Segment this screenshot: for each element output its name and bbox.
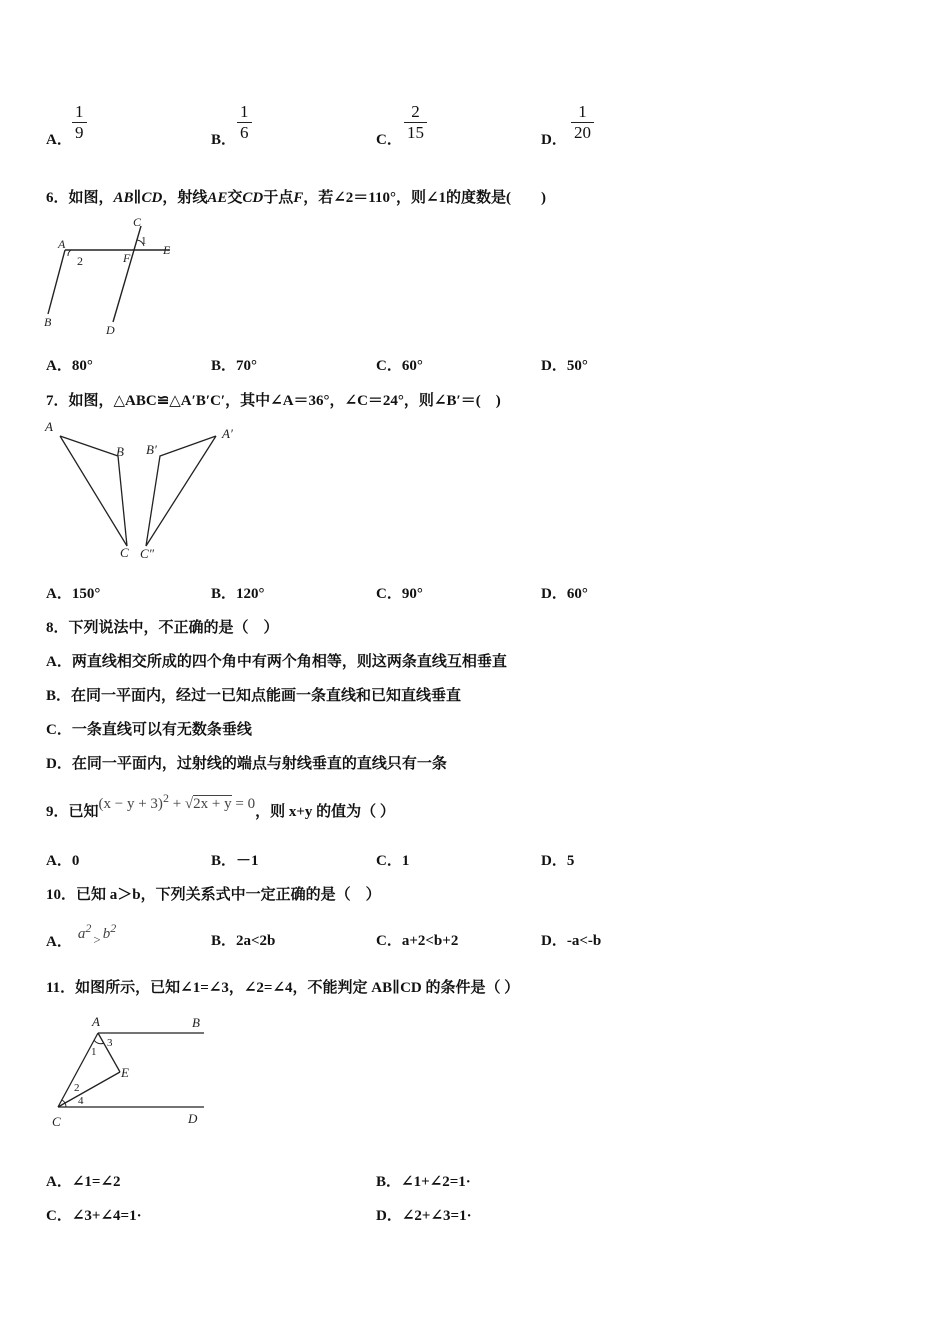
q11-figure xyxy=(44,1008,214,1133)
denominator: 6 xyxy=(240,123,249,142)
label-d: D xyxy=(188,1111,198,1126)
label-b: B xyxy=(116,444,124,459)
label-a: A xyxy=(92,1014,100,1029)
line-cd xyxy=(113,226,141,322)
formula-part: = 0 xyxy=(231,796,256,812)
denominator: 9 xyxy=(75,123,84,142)
formula-a-exponent: 2 xyxy=(85,921,92,935)
q10-option-d: D．-a<-b xyxy=(541,933,602,949)
formula-part: (x − y + 3) xyxy=(98,796,163,812)
q9-option-c: C．1 xyxy=(376,853,410,869)
label-e: E xyxy=(121,1065,129,1080)
q5-option-b-fraction xyxy=(237,102,252,143)
formula-part: + xyxy=(168,796,185,812)
q8-option-d: D．在同一平面内，过射线的端点与射线垂直的直线只有一条 xyxy=(46,756,447,772)
q11-option-b: B．∠1+∠2=1· xyxy=(376,1174,471,1190)
q9-formula xyxy=(98,791,256,812)
q6-option-c: C．60° xyxy=(376,358,423,374)
numerator: 2 xyxy=(411,102,420,121)
q6-stem-part: 交 xyxy=(227,190,243,206)
line-ab xyxy=(48,250,65,314)
q9-option-d: D．5 xyxy=(541,853,575,869)
q7-option-b: B．120° xyxy=(211,586,265,602)
q6-stem-part: AE xyxy=(207,190,228,206)
label-b-prime: B′ xyxy=(146,442,157,457)
label-c: C xyxy=(133,215,142,229)
formula-radicand: 2x + y xyxy=(193,796,232,812)
q6-stem-part: ，射线 xyxy=(162,190,208,206)
label-e: E xyxy=(163,243,171,257)
q7-figure xyxy=(40,414,250,564)
q7-option-a: A．150° xyxy=(46,586,101,602)
q5-option-c-fraction xyxy=(404,102,427,143)
q7-option-c: C．90° xyxy=(376,586,423,602)
label-a: A xyxy=(58,237,66,251)
q10-option-c: C．a+2<b+2 xyxy=(376,933,459,949)
q9-stem xyxy=(46,791,395,821)
formula-b: b xyxy=(102,926,111,942)
numerator: 1 xyxy=(578,102,587,121)
label-c: C xyxy=(120,545,129,560)
label-b: B xyxy=(44,315,52,329)
q11-option-c: C．∠3+∠4=1· xyxy=(46,1208,142,1224)
q5-option-d-letter: D． xyxy=(541,132,567,148)
q6-stem-part: 于点 xyxy=(263,190,294,206)
q5-option-c-letter: C． xyxy=(376,132,402,148)
q6-stem-part: F xyxy=(293,190,304,206)
q9-stem-suffix: ，则 x+y 的值为（ ） xyxy=(255,804,395,820)
q10-option-a xyxy=(46,921,117,951)
denominator: 20 xyxy=(574,123,591,142)
q8-option-a: A．两直线相交所成的四个角中有两个角相等，则这两条直线互相垂直 xyxy=(46,654,507,670)
q9-option-b: B．－1 xyxy=(211,853,259,869)
q8-option-b: B．在同一平面内，经过一已知点能画一条直线和已知直线垂直 xyxy=(46,688,462,704)
q8-option-c: C．一条直线可以有无数条垂线 xyxy=(46,722,252,738)
label-angle-2: 2 xyxy=(77,254,83,268)
q5-option-a-fraction xyxy=(72,102,87,143)
sqrt-symbol: √ xyxy=(184,796,194,812)
q7-option-d: D．60° xyxy=(541,586,588,602)
label-a: A xyxy=(45,419,53,434)
label-angle-3: 3 xyxy=(107,1037,113,1049)
label-a-prime: A′ xyxy=(222,426,233,441)
label-angle-4: 4 xyxy=(78,1095,84,1107)
q5-option-b-letter: B． xyxy=(211,132,237,148)
label-angle-1: 1 xyxy=(91,1046,97,1058)
q6-option-b: B．70° xyxy=(211,358,258,374)
q5-option-d-fraction xyxy=(571,102,594,143)
formula-b-exponent: 2 xyxy=(110,921,117,935)
q9-stem-prefix: 9．已知 xyxy=(46,804,99,820)
q6-option-a: A．80° xyxy=(46,358,93,374)
label-angle-2: 2 xyxy=(74,1082,80,1094)
q10-option-b: B．2a<2b xyxy=(211,933,276,949)
q11-stem: 11．如图所示，已知∠1=∠3，∠2=∠4，不能判定 AB∥CD 的条件是（ ） xyxy=(46,980,520,996)
q11-option-d: D．∠2+∠3=1· xyxy=(376,1208,472,1224)
q6-option-d: D．50° xyxy=(541,358,588,374)
numerator: 1 xyxy=(75,102,84,121)
label-d: D xyxy=(106,323,115,337)
formula-a: a xyxy=(77,926,86,942)
q10-option-a-formula xyxy=(77,921,117,947)
denominator: 15 xyxy=(407,123,424,142)
q10-stem: 10．已知 a＞b，下列关系式中一定正确的是（ ） xyxy=(46,887,381,903)
q11-option-a: A．∠1=∠2 xyxy=(46,1174,121,1190)
option-letter: A． xyxy=(46,934,72,950)
label-c-prime: C″ xyxy=(140,546,155,561)
formula-exponent: 2 xyxy=(162,791,169,805)
q6-stem-part: ，若∠2＝110°，则∠1的度数是( ) xyxy=(303,190,547,206)
q6-stem xyxy=(46,186,546,207)
q6-stem-part: 6．如图， xyxy=(46,190,114,206)
q6-figure xyxy=(40,212,190,342)
q5-option-a-letter: A． xyxy=(46,132,72,148)
label-f: F xyxy=(123,251,131,265)
label-b: B xyxy=(192,1015,200,1030)
q8-stem: 8．下列说法中，不正确的是（ ） xyxy=(46,620,279,636)
formula-gt: > xyxy=(93,932,101,947)
q6-stem-part: AB∥CD xyxy=(113,190,163,206)
label-angle-1: 1 xyxy=(141,235,147,247)
label-c: C xyxy=(52,1114,61,1129)
q6-stem-part: CD xyxy=(242,190,264,206)
q7-stem: 7．如图，△ABC≌△A′B′C′，其中∠A＝36°，∠C＝24°，则∠B′＝( ) xyxy=(46,393,501,409)
q9-option-a: A．0 xyxy=(46,853,80,869)
angle-2-arc xyxy=(68,250,71,256)
numerator: 1 xyxy=(240,102,249,121)
